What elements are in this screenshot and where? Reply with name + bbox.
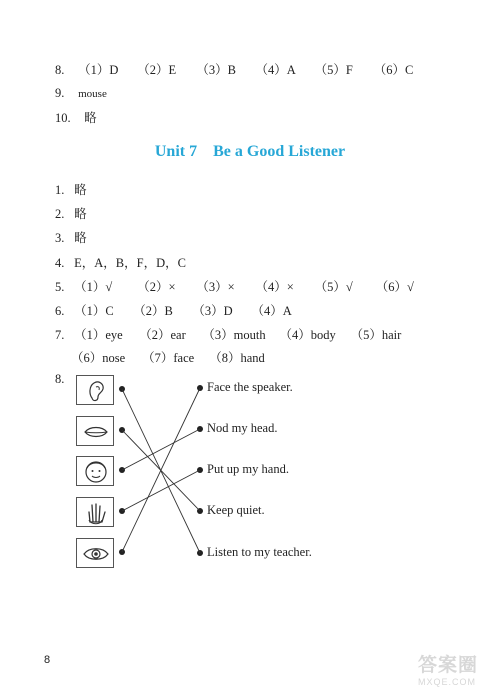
answer-item: （6）nose — [71, 351, 126, 365]
answer-number: 4. — [55, 256, 65, 270]
answer-item: 略 — [74, 207, 87, 221]
answer-item: （2）E — [137, 63, 177, 77]
answer-item: mouse — [78, 88, 107, 100]
answer-item: （7）face — [142, 351, 195, 365]
answer-item: （1）D — [78, 63, 119, 77]
answer-number: 1. — [55, 183, 65, 197]
answer-item: （6）√ — [375, 280, 414, 294]
matching-number: 8. — [55, 372, 65, 386]
answer-number: 5. — [55, 280, 65, 294]
answer-item: （5）√ — [314, 280, 353, 294]
answer-item: （5）hair — [350, 328, 402, 342]
matching-line — [122, 429, 200, 470]
answer-item: （3）× — [196, 280, 235, 294]
answer-item: E，A，B，F，D，C — [74, 256, 186, 270]
answer-item: （6）C — [373, 63, 414, 77]
matching-line — [122, 470, 200, 511]
answer-number: 7. — [55, 328, 65, 342]
answer-item: （1）C — [74, 304, 114, 318]
matching-phrase: Listen to my teacher. — [207, 545, 312, 559]
answer-number: 9. — [55, 86, 65, 100]
answer-item: （3）D — [192, 304, 233, 318]
answer-item: 略 — [74, 183, 87, 197]
answer-item: （1）√ — [74, 280, 113, 294]
answer-number: 10. — [55, 111, 71, 125]
answer-number: 2. — [55, 207, 65, 221]
matching-phrase: Nod my head. — [207, 421, 278, 435]
answer-item: （3）mouth — [202, 328, 266, 342]
answer-item: （2）× — [137, 280, 176, 294]
matching-phrase: Face the speaker. — [207, 380, 293, 394]
answer-number: 3. — [55, 231, 65, 245]
answer-item: （4）× — [255, 280, 294, 294]
unit-number: Unit 7 — [154, 143, 198, 160]
answer-item: （4）body — [279, 328, 336, 342]
answer-item: （1）eye — [74, 328, 123, 342]
answer-number: 8. — [55, 63, 65, 77]
answer-item: （2）B — [133, 304, 173, 318]
answer-item: （5）F — [314, 63, 353, 77]
answer-item: （4）A — [251, 304, 292, 318]
answer-item: 略 — [84, 111, 97, 125]
watermark — [418, 650, 496, 690]
watermark-logo: 答案圈 — [418, 655, 479, 676]
watermark-url: MXQE.COM — [418, 677, 477, 687]
page-number: 8 — [44, 654, 51, 666]
answer-number: 6. — [55, 304, 65, 318]
unit-name: Be a Good Listener — [213, 143, 346, 160]
answer-item: （2）ear — [139, 328, 186, 342]
answer-item: （4）A — [255, 63, 296, 77]
matching-phrase: Put up my hand. — [207, 462, 289, 476]
answer-item: 略 — [74, 231, 87, 245]
matching-phrase: Keep quiet. — [207, 503, 265, 517]
answer-item: （8）hand — [209, 351, 265, 365]
answer-item: （3）B — [196, 63, 236, 77]
